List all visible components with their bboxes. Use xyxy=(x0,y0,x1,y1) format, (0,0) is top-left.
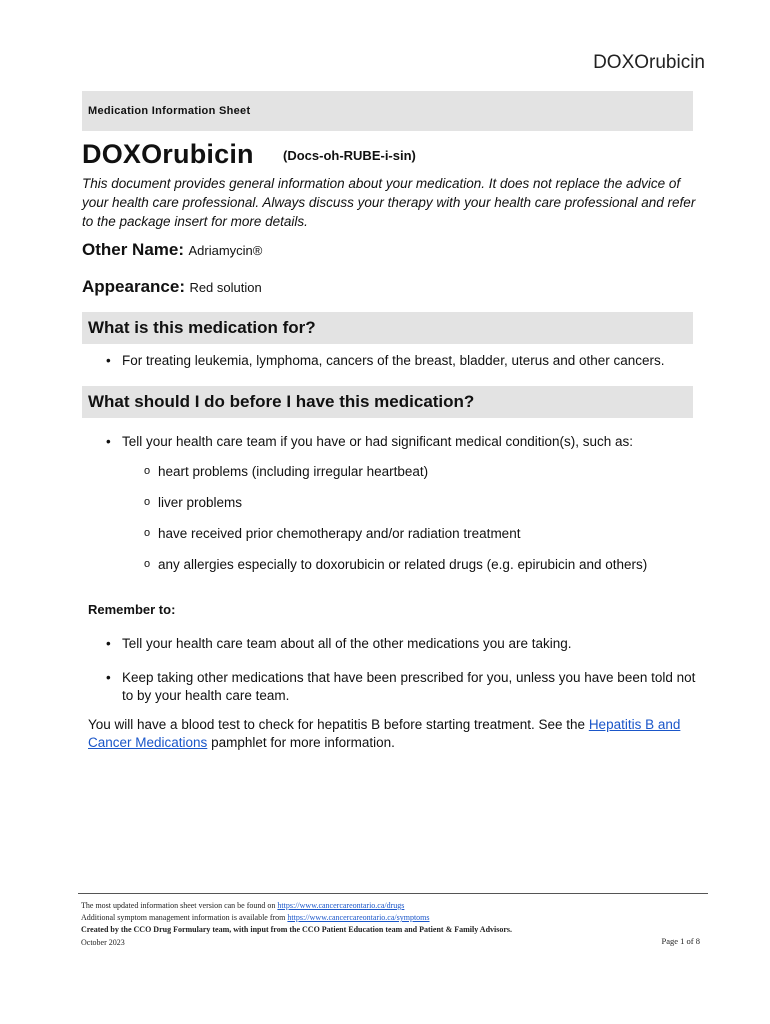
section-before-title: What should I do before I have this medication? xyxy=(88,392,475,411)
blood-test-tail: pamphlet for more information. xyxy=(211,735,395,750)
footer-credits: Created by the CCO Drug Formulary team, with input from the CCO Patient Education team and Patient & Family Advisors. xyxy=(81,925,513,934)
footer-divider xyxy=(78,893,708,894)
other-name-label: Other Name: xyxy=(82,240,185,259)
drug-name: DOXOrubicin xyxy=(82,139,254,169)
list-item: • Keep taking other medications that have been prescribed for you, unless you have been told not to by your health care team. xyxy=(122,669,697,705)
footer-line-2 xyxy=(81,913,430,922)
footer-line-1-text: The most updated information sheet version can be found on xyxy=(81,901,276,910)
drug-pronunciation: (Docs-oh-RUBE-i-sin) xyxy=(283,148,416,163)
appearance-row xyxy=(82,277,262,297)
list-item: • Tell your health care team if you have or had significant medical condition(s), such as: xyxy=(122,433,702,451)
other-name-value: Adriamycin® xyxy=(188,243,263,258)
blood-test-paragraph xyxy=(88,716,698,752)
other-name-row xyxy=(82,240,262,260)
remember-label: Remember to: xyxy=(88,602,176,617)
footer-line-1 xyxy=(81,901,404,910)
hepatitis-b-link[interactable]: Hepatitis B and Cancer Medications xyxy=(88,717,681,750)
section-what-for-title: What is this medication for? xyxy=(88,318,316,337)
intro-text: This document provides general information about your medication. It does not replace the advice of your health care professional. Always discuss your therapy with your health care professional and refer to the package insert for more details. xyxy=(82,176,696,229)
drugs-link[interactable]: https://www.cancercareontario.ca/drugs xyxy=(277,901,405,910)
sub-list-item: o any allergies especially to doxorubicin or related drugs (e.g. epirubicin and others) xyxy=(158,556,647,574)
section-before-heading xyxy=(82,386,693,418)
sub-list-item: o have received prior chemotherapy and/or radiation treatment xyxy=(158,525,520,543)
sheet-label-bar xyxy=(82,91,693,131)
sub-list-item: o heart problems (including irregular heartbeat) xyxy=(158,463,428,481)
sub-list-item: o liver problems xyxy=(158,494,242,512)
section-what-for-heading xyxy=(82,312,693,344)
list-item: • For treating leukemia, lymphoma, cancers of the breast, bladder, uterus and other cancers. xyxy=(122,352,702,370)
footer-date: October 2023 xyxy=(81,938,125,947)
blood-test-text: You will have a blood test to check for hepatitis B before starting treatment. See the xyxy=(88,717,586,732)
appearance-value: Red solution xyxy=(189,280,262,295)
header-title: DOXOrubicin xyxy=(593,52,705,73)
sheet-label: Medication Information Sheet xyxy=(88,105,251,117)
list-item: • Tell your health care team about all of the other medications you are taking. xyxy=(122,635,697,653)
symptoms-link[interactable]: https://www.cancercareontario.ca/symptoms xyxy=(287,913,430,922)
footer-line-2-text: Additional symptom management information is available from xyxy=(81,913,286,922)
appearance-label: Appearance: xyxy=(82,277,185,296)
page-number: Page 1 of 8 xyxy=(661,936,700,946)
